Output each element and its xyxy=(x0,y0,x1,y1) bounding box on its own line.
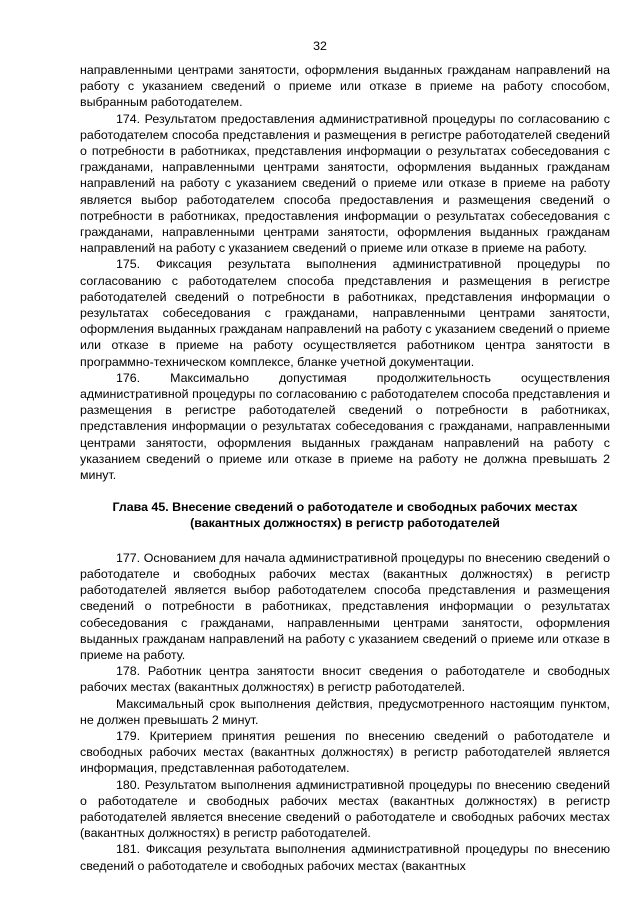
paragraph: направленными центрами занятости, оформления выданных гражданам направлений на работу с указанием сведений о приеме или отказе в приеме на работу способом, выбранным работодателем. xyxy=(80,63,610,110)
document-body xyxy=(80,62,610,874)
paragraph-177: 177. Основанием для начала административной процедуры по внесению сведений о работодателе и свободных рабочих местах (вакантных должностях) в регистр работодателей является выбор работодателем способа представления и размещения сведений о потребности в работниках, представления информации о результатах собеседования с гражданами, направленными центрами занятости, оформления выданных гражданам направлений на работу с указанием сведений о приеме или отказе в приеме на работу. xyxy=(80,550,610,662)
paragraph-176: 176. Максимально допустимая продолжительность осуществления административной процедуры по согласованию с работодателем способа представления и размещения в регистре работодателей сведений о потребности в работниках, представления информации о результатах собеседования с гражданами, направленными центрами занятости, оформления выданных гражданам направлений на работу с указанием сведений о приеме или отказе в приеме на работу не должна превышать 2 минут. xyxy=(80,370,610,483)
paragraph-181: 181. Фиксация результата выполнения административной процедуры по внесению сведений о работодателе и свободных рабочих местах (вакантных xyxy=(80,842,610,873)
paragraph-175: 175. Фиксация результата выполнения административной процедуры по согласованию с работодателем способа представления и размещения в регистре работодателей сведений о потребности в работниках, представления информации о результатах собеседования с гражданами, направленными центрами занятости, оформления выданных гражданам направлений на работу с указанием сведений о приеме или отказе в приеме на работу осуществляется работником центра занятости в программно-техническом комплексе, бланке учетной документации. xyxy=(80,257,610,369)
paragraph-180: 180. Результатом выполнения административной процедуры по внесению сведений о работодателе и свободных рабочих местах (вакантных должностях) в регистр работодателей является внесение сведений о работодателе и свободных рабочих местах (вакантных должностях) в регистр работодателей. xyxy=(80,777,610,841)
paragraph-179: 179. Критерием принятия решения по внесению сведений о работодателе и свободных рабочих местах (вакантных должностях) в регистр работодателей является информация, представленная работодателем. xyxy=(80,728,610,776)
page-number: 32 xyxy=(313,39,327,53)
paragraph-174: 174. Результатом предоставления административной процедуры по согласованию с работодателем способа представления и размещения в регистре работодателей сведений о потребности в работниках, представления информации о результатах собеседования с гражданами, направленными центрами занятости, оформления выданных гражданам направлений на работу с указанием сведений о приеме или отказе в приеме на работу является выбор работодателем способа предоставления и размещения сведений о потребности в работниках, предоставления информации о результатах собеседования с гражданами, направленными центрами занятости, оформления выданных гражданам направлений на работу с указанием сведений о приеме или отказе в приеме на работу. xyxy=(80,111,610,256)
paragraph-178-time-limit: Максимальный срок выполнения действия, предусмотренного настоящим пунктом, не должен превышать 2 минут. xyxy=(80,696,610,727)
chapter-heading: Глава 45. Внесение сведений о работодателе и свободных рабочих местах (вакантных должностях) в регистр работодателей xyxy=(112,500,578,531)
paragraph-178: 178. Работник центра занятости вносит сведения о работодателе и свободных рабочих местах (вакантных должностях) в регистр работодателей. xyxy=(80,664,610,695)
